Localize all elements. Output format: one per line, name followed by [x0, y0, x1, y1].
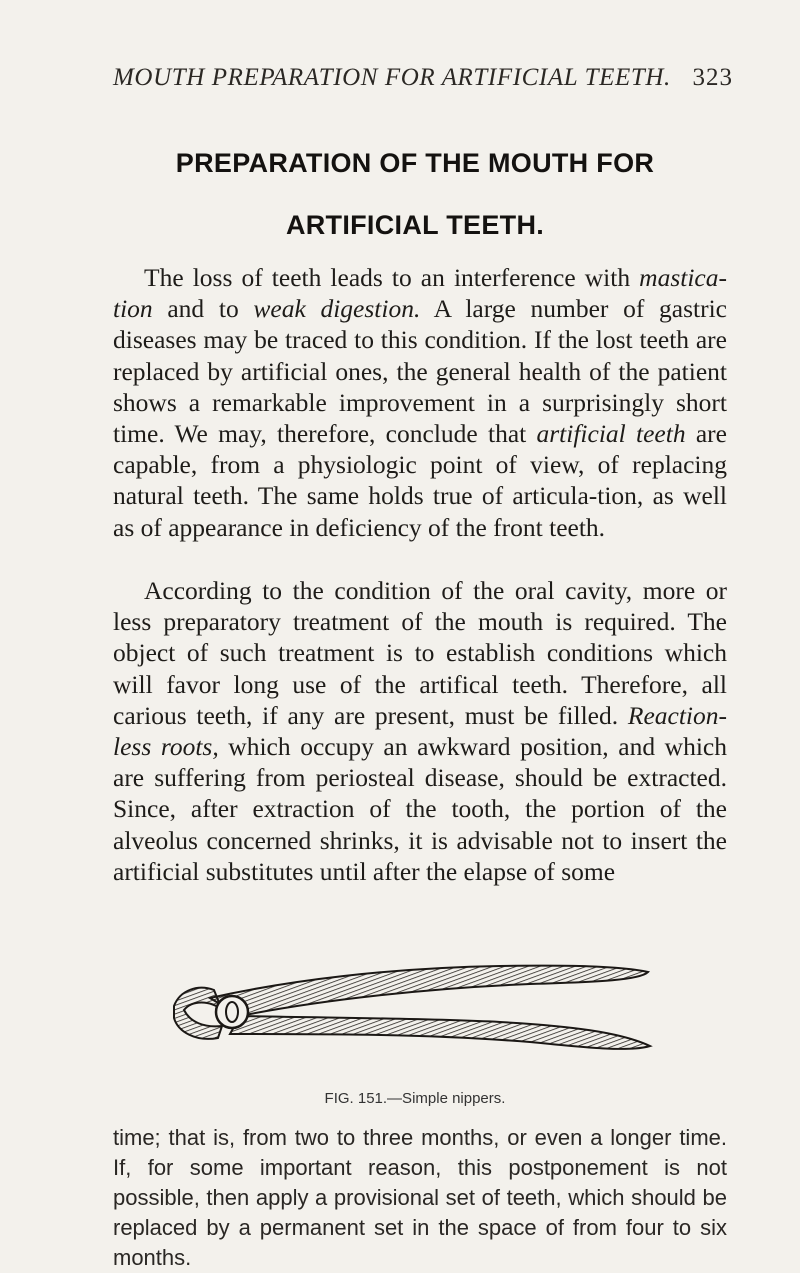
chapter-title-line-1: PREPARATION OF THE MOUTH FOR — [175, 148, 655, 178]
p1-text-a: The loss of teeth leads to an interference with — [144, 263, 640, 292]
nippers-lower-handle — [230, 1016, 650, 1049]
p1-italic-mastication: mastica-tion — [113, 263, 727, 324]
p1-text-g: are capable, from a physiologic point of view, of replacing natural teeth. The same holds true of articula-tion, as well as of appearance in deficiency of the front teeth. — [113, 419, 727, 542]
p1-text-c: and to — [152, 294, 254, 324]
page-number: 323 — [692, 64, 733, 91]
nippers-upper-handle — [210, 966, 648, 1016]
p1-italic-artificial-teeth: artificial teeth — [536, 419, 686, 449]
p2-italic-reactionless-roots: Reaction-less roots, — [113, 700, 727, 762]
simple-nippers-illustration — [170, 960, 670, 1062]
p1-italic-weak-digestion: weak digestion. — [253, 294, 421, 324]
nippers-joint — [216, 996, 248, 1028]
p2-text-c: which occupy an awkward position, and which are suffering from periosteal disease, should be extracted. Since, after extraction of the tooth, the portion of the alveolus concerned shrinks, it is advisable not to insert the artificial substitutes until after the elapse of some — [113, 732, 727, 886]
p2-text-a: According to the condition of the oral cavity, more or less preparatory treatment of the mouth is required. The object of such treatment is to establish conditions which will favor long use of the artifical teeth. Therefore, all carious teeth, if any are present, must be filled. — [113, 576, 727, 730]
chapter-title-line-2: ARTIFICIAL TEETH. — [285, 210, 545, 240]
paragraph-2 — [113, 575, 727, 887]
figure-caption: FIG. 151.—Simple nippers. — [324, 1090, 506, 1107]
running-head-title: MOUTH PREPARATION FOR ARTIFICIAL TEETH. — [113, 64, 671, 91]
paragraph-3: time; that is, from two to three months, or even a longer time. If, for some important reason, this postponement is not possible, then apply a provisional set of teeth, which should be replaced by a permanent set in the space of from four to six months. — [113, 1125, 727, 1270]
paragraph-1 — [113, 262, 727, 543]
running-head — [113, 64, 733, 92]
p1-text-e: A large number of gastric diseases may be traced to this condition. If the lost teeth are replaced by artificial ones, the general health of the patient shows a remarkable improvement in a surprisingly short time. We may, therefore, conclude that — [113, 294, 727, 449]
